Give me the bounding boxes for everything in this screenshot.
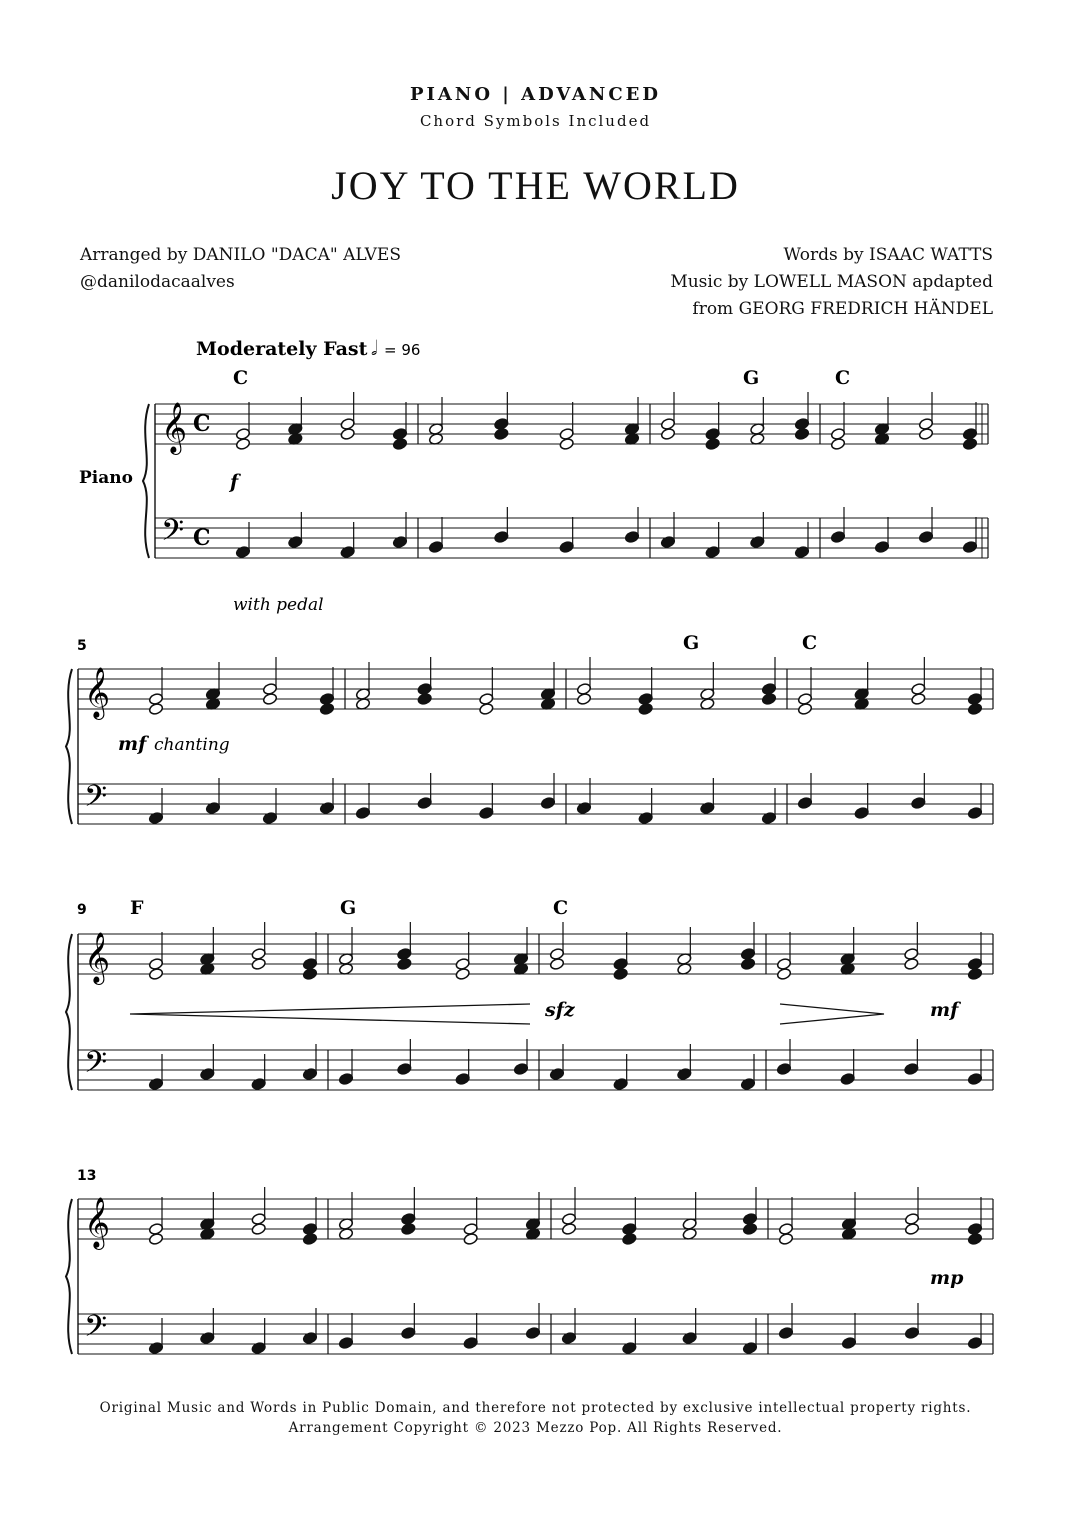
copyright-footer: [0, 1398, 1071, 1438]
notehead: [559, 437, 574, 450]
notehead: [742, 1222, 757, 1235]
notehead: [700, 801, 715, 814]
bass-clef-icon: 𝄢: [84, 1046, 108, 1087]
notehead: [854, 806, 869, 819]
notehead: [549, 1067, 564, 1080]
notehead: [794, 427, 809, 440]
notehead: [911, 796, 926, 809]
chord-symbol: F: [130, 897, 144, 919]
notehead: [904, 957, 919, 970]
notehead: [302, 967, 317, 980]
notehead: [660, 427, 675, 440]
staff-lines: [78, 404, 993, 1354]
chord-symbol: G: [340, 897, 357, 919]
notehead: [494, 530, 509, 543]
notehead: [428, 540, 443, 553]
brace: [143, 404, 149, 558]
chord-symbol: G: [743, 367, 760, 389]
notehead: [561, 1222, 576, 1235]
notehead: [463, 1336, 478, 1349]
notehead: [401, 1222, 416, 1235]
notehead: [830, 437, 845, 450]
notehead: [148, 1232, 163, 1245]
notehead: [392, 535, 407, 548]
notehead: [840, 1072, 855, 1085]
notehead: [962, 437, 977, 450]
notehead: [549, 957, 564, 970]
measure-number: 5: [77, 638, 87, 654]
notehead: [705, 545, 720, 558]
dynamic-marking: mf: [118, 733, 147, 755]
notehead: [874, 540, 889, 553]
expression-text: chanting: [154, 735, 230, 755]
notehead: [918, 530, 933, 543]
treble-clef-icon: 𝄞: [84, 932, 111, 983]
notehead: [622, 1232, 637, 1245]
notehead: [251, 1341, 266, 1354]
notehead: [302, 1067, 317, 1080]
brace: [66, 934, 72, 1090]
notehead: [148, 811, 163, 824]
bass-clef-icon: 𝄢: [161, 514, 185, 555]
common-time-icon: C: [193, 525, 211, 551]
crescendo-hairpin: [130, 1004, 530, 1024]
notehead: [417, 692, 432, 705]
brace: [66, 1199, 72, 1354]
notehead: [761, 692, 776, 705]
dynamic-marking: f: [230, 471, 239, 493]
notehead: [288, 535, 303, 548]
notehead: [235, 545, 250, 558]
notehead: [682, 1331, 697, 1344]
notehead: [561, 1331, 576, 1344]
measure-number: 9: [77, 902, 87, 918]
notehead: [417, 796, 432, 809]
notehead: [355, 806, 370, 819]
notehead: [513, 1062, 528, 1075]
notehead: [778, 1326, 793, 1339]
notehead: [397, 957, 412, 970]
notehead: [200, 1331, 215, 1344]
brace: [66, 669, 72, 824]
notehead: [967, 1336, 982, 1349]
notehead: [148, 1341, 163, 1354]
chord-symbol: C: [233, 367, 249, 389]
words-credit: Words by ISAAC WATTS: [783, 245, 993, 265]
notehead: [794, 545, 809, 558]
tempo-marking: Moderately Fast: [196, 338, 368, 360]
bass-clef-icon: 𝄢: [84, 1310, 108, 1351]
notehead: [962, 540, 977, 553]
tempo-value: = 96: [384, 341, 421, 359]
notehead: [705, 437, 720, 450]
treble-clef-icon: 𝄞: [84, 667, 111, 718]
notehead: [148, 702, 163, 715]
notehead: [613, 967, 628, 980]
notehead: [622, 1341, 637, 1354]
notehead: [918, 427, 933, 440]
notehead: [401, 1326, 416, 1339]
notehead: [660, 535, 675, 548]
chord-symbols-note: Chord Symbols Included: [419, 112, 652, 130]
notehead: [613, 1077, 628, 1090]
notehead: [778, 1232, 793, 1245]
notehead: [797, 702, 812, 715]
notehead: [750, 535, 765, 548]
notehead: [677, 1067, 692, 1080]
notehead: [262, 811, 277, 824]
pedal-instruction: with pedal: [233, 595, 324, 615]
notehead: [967, 702, 982, 715]
dynamic-marking: mf: [930, 999, 959, 1021]
notes: [148, 392, 982, 1355]
notehead: [967, 1232, 982, 1245]
notehead: [576, 692, 591, 705]
music-credit-line1: Music by LOWELL MASON apdapted: [670, 272, 993, 292]
notehead: [262, 692, 277, 705]
notehead: [397, 1062, 412, 1075]
notehead: [967, 806, 982, 819]
notehead: [148, 1077, 163, 1090]
chord-symbol: C: [835, 367, 851, 389]
notehead: [205, 801, 220, 814]
notehead: [797, 796, 812, 809]
notehead: [235, 437, 250, 450]
level-label: PIANO | ADVANCED: [409, 84, 662, 105]
notehead: [638, 811, 653, 824]
notehead: [841, 1336, 856, 1349]
dynamic-marking: mp: [930, 1267, 964, 1289]
notehead: [340, 545, 355, 558]
notehead: [740, 957, 755, 970]
notehead: [830, 530, 845, 543]
notehead: [540, 796, 555, 809]
chord-symbol: G: [683, 632, 700, 654]
notehead: [463, 1232, 478, 1245]
arranger-name: Arranged by DANILO "DACA" ALVES: [80, 245, 401, 265]
notehead: [251, 1077, 266, 1090]
notehead: [251, 957, 266, 970]
measure-number: 13: [77, 1168, 97, 1184]
notehead: [967, 1072, 982, 1085]
music-credit-line2: from GEORG FREDRICH HÄNDEL: [692, 299, 993, 319]
instrument-label: Piano: [79, 468, 133, 488]
notehead: [479, 806, 494, 819]
notehead: [319, 801, 334, 814]
notehead: [740, 1077, 755, 1090]
notehead: [319, 702, 334, 715]
notehead: [251, 1222, 266, 1235]
notehead: [638, 702, 653, 715]
treble-clef-icon: 𝄞: [84, 1197, 111, 1248]
notehead: [392, 437, 407, 450]
notehead: [911, 692, 926, 705]
notehead: [761, 811, 776, 824]
notehead: [967, 967, 982, 980]
notehead: [148, 967, 163, 980]
treble-clef-icon: 𝄞: [161, 402, 188, 453]
notehead: [302, 1331, 317, 1344]
notehead: [559, 540, 574, 553]
arrangement-copyright: Arrangement Copyright © 2023 Mezzo Pop. All Rights Reserved.: [288, 1420, 783, 1436]
public-domain-note: Original Music and Words in Public Domain, and therefore not protected by exclusive intellectual property rights.: [99, 1400, 972, 1416]
song-title: JOY TO THE WORLD: [331, 163, 740, 208]
decrescendo-hairpin: [780, 1004, 884, 1024]
notehead: [479, 702, 494, 715]
notehead: [525, 1326, 540, 1339]
barlines: [66, 402, 993, 1354]
dynamic-marking: sfz: [545, 999, 575, 1021]
common-time-icon: C: [193, 411, 211, 437]
notehead: [576, 801, 591, 814]
notehead: [455, 1072, 470, 1085]
notehead: [904, 1222, 919, 1235]
notehead: [455, 967, 470, 980]
notehead: [200, 1067, 215, 1080]
chord-symbol: C: [553, 897, 569, 919]
chord-symbol: C: [802, 632, 818, 654]
notehead: [338, 1336, 353, 1349]
notehead: [302, 1232, 317, 1245]
notehead: [904, 1326, 919, 1339]
notehead: [742, 1341, 757, 1354]
arranger-handle: @danilodacaalves: [80, 272, 235, 292]
notehead: [776, 967, 791, 980]
notehead: [624, 530, 639, 543]
notehead: [776, 1062, 791, 1075]
notehead: [494, 427, 509, 440]
notehead: [340, 427, 355, 440]
notehead: [338, 1072, 353, 1085]
bass-clef-icon: 𝄢: [84, 780, 108, 821]
half-note-icon: 𝅗𝅥: [371, 336, 378, 360]
notehead: [904, 1062, 919, 1075]
